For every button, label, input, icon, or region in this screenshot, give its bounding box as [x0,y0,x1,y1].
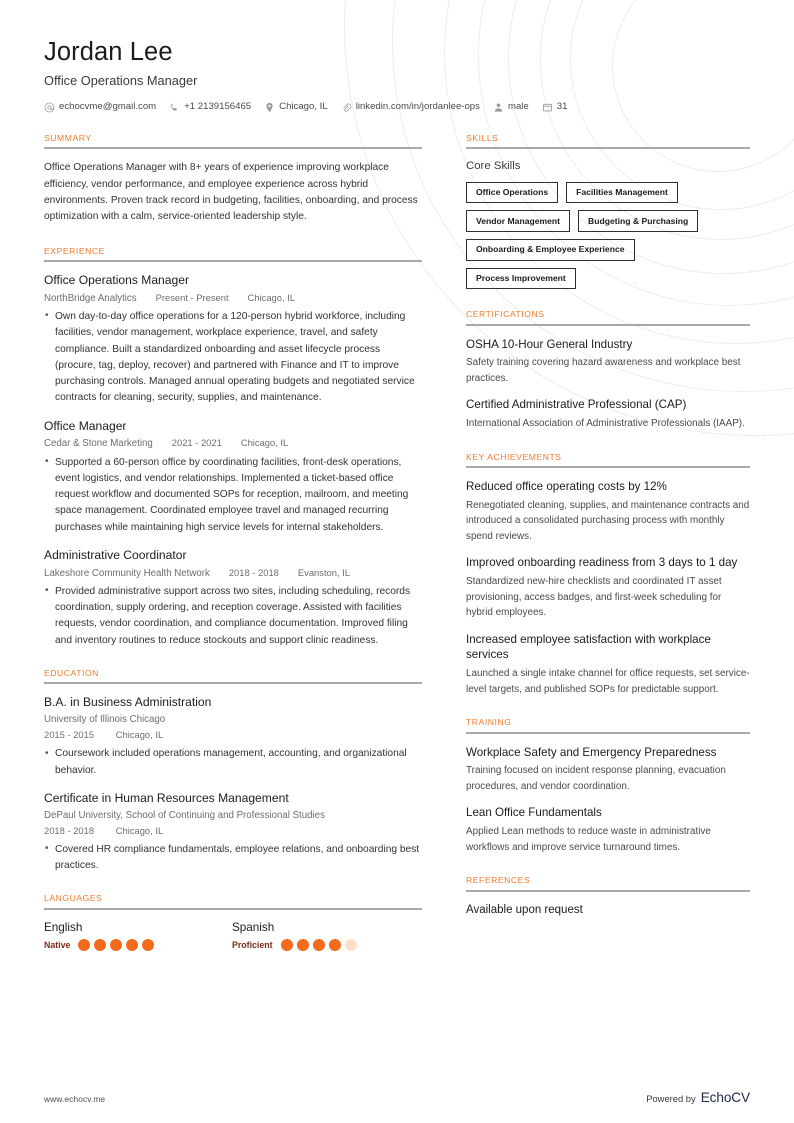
skills-group-label: Core Skills [466,160,521,173]
list-item: • Provided administrative support across two sites, including scheduling, records coordination, supply ordering, and reception coverage. Assisted with facilities requests, vendor coordination, and compliance documentation. Improved filing and inventory routines to reduce stockouts and support clinic readiness. [44,584,422,649]
rating-dot [110,939,122,951]
contact-age-label: 31 [556,101,568,113]
section-rule [466,890,750,892]
rating-dot [313,939,325,951]
experience-entry [44,548,422,649]
education-location: Chicago, IL [115,824,164,836]
experience-role: Office Manager [44,418,127,433]
language-level: Proficient [232,939,273,950]
contact-age [542,102,568,113]
left-column [44,134,422,952]
calendar-icon [542,102,553,113]
section-title-education: EDUCATION [44,667,99,678]
section-rule [466,732,750,734]
contact-phone[interactable] [169,102,251,113]
language-name: Spanish [232,920,275,934]
section-certifications [466,310,750,431]
contact-location-label: Chicago, IL [279,101,328,113]
experience-dates: 2021 - 2021 [171,437,222,449]
languages-list [44,921,422,952]
certification-entry [466,337,750,387]
rating-dot [329,939,341,951]
achievement-entry [466,479,750,544]
education-location: Chicago, IL [115,729,164,741]
experience-org: Cedar & Stone Marketing [44,438,153,450]
experience-org: NorthBridge Analytics [44,292,137,304]
training-desc: Applied Lean methods to reduce waste in administrative workflows and improve service turnaround times. [466,826,711,853]
list-item: • Own day-to-day office operations for a 120-person hybrid workforce, including facilities, vendor management, workplace experience, travel, and safety compliance. Built a standardized onboarding and asset lifecycle process (procure, tag, deploy, recover) and partnered with Finance and IT to improve purchasing controls. Managed annual operating budgets and negotiated service contracts for cleaning, security, supplies, and maintenance. [44,309,422,407]
experience-role: Office Operations Manager [44,273,189,288]
skill-pill: Office Operations [466,182,558,204]
certification-name: OSHA 10-Hour General Industry [466,337,633,351]
footer-brand-logo: EchoCV [700,1090,750,1105]
section-rule [44,147,422,149]
page-footer [44,1090,750,1105]
experience-role: Administrative Coordinator [44,548,187,563]
certification-entry [466,397,750,431]
list-item: • Coursework included operations management, accounting, and organizational behavior. [44,746,422,779]
footer-powered-by: Powered by [646,1093,696,1104]
training-desc: Training focused on incident response planning, evacuation procedures, and vendor coordination. [466,765,726,792]
education-meta [44,809,422,839]
section-rule [466,466,750,468]
rating-dot [142,939,154,951]
references-text: Available upon request [466,903,583,916]
section-title-references: REFERENCES [466,875,531,886]
experience-meta [44,291,422,306]
right-column [466,134,750,919]
skills-pill-list [466,182,750,289]
resume-header [44,38,750,113]
candidate-name: Jordan Lee [44,38,173,66]
education-degree: B.A. in Business Administration [44,695,212,710]
section-languages [44,894,422,951]
section-training [466,718,750,855]
language-item [44,921,232,952]
rating-dot [126,939,138,951]
education-dates: 2015 - 2015 [44,729,95,741]
language-rating-dots [78,939,154,951]
rating-dot [78,939,90,951]
skill-pill: Process Improvement [466,268,576,290]
education-bullets [44,746,422,779]
section-rule [466,147,750,149]
section-title-certifications: CERTIFICATIONS [466,309,545,320]
contact-linkedin-label: linkedin.com/in/jordanlee-ops [355,101,480,113]
achievement-entry [466,555,750,620]
list-item: • Supported a 60-person office by coordinating facilities, front-desk operations, event logistics, and vendor relationships. Implemented a ticket-based office request workflow and documented SOPs for reception, mailroom, and meeting space management. Coordinated employee travel and managed recurring purchases while maintaining high service levels for internal stakeholders. [44,455,422,536]
experience-dates: 2018 - 2018 [228,566,279,578]
training-entry [466,745,750,795]
education-school: DePaul University, School of Continuing and Professional Studies [44,809,325,821]
achievement-name: Increased employee satisfaction with workplace services [466,632,711,662]
achievement-name: Reduced office operating costs by 12% [466,480,667,494]
language-rating-dots [281,939,357,951]
rating-dot [94,939,106,951]
training-entry [466,805,750,855]
experience-meta [44,436,422,451]
education-dates: 2018 - 2018 [44,824,95,836]
language-name: English [44,920,83,934]
language-item [232,921,420,952]
rating-dot [297,939,309,951]
skill-pill: Vendor Management [466,210,570,232]
certification-name: Certified Administrative Professional (CAP) [466,398,687,412]
experience-dates: Present - Present [155,291,229,303]
contact-gender-label: male [507,101,529,113]
experience-org: Lakeshore Community Health Network [44,567,210,579]
contact-email-label: echocvme@gmail.com [59,101,157,113]
person-icon [493,102,504,113]
achievement-desc: Standardized new-hire checklists and coordinated IT asset provisioning, access badges, and first-week scheduling for hybrid employees. [466,576,722,619]
certification-desc: International Association of Administrative Professionals (IAAP). [466,418,745,429]
education-bullets [44,842,422,875]
contact-email[interactable] [44,102,156,113]
section-title-training: TRAINING [466,717,512,728]
language-rating-row [232,939,420,951]
training-name: Workplace Safety and Emergency Preparedness [466,745,717,759]
experience-bullets [44,584,422,649]
rating-dot [281,939,293,951]
section-title-skills: SKILLS [466,132,499,143]
section-rule [44,260,422,262]
footer-url[interactable]: www.echocv.me [44,1094,106,1104]
skill-pill: Budgeting & Purchasing [578,210,698,232]
contact-gender [493,102,529,113]
list-item: • Covered HR compliance fundamentals, employee relations, and onboarding best practices. [44,842,422,875]
skill-pill: Onboarding & Employee Experience [466,239,635,261]
experience-bullets [44,309,422,407]
contact-phone-label: +1 2139156465 [184,101,252,113]
rating-dot-empty [345,939,357,951]
summary-text: Office Operations Manager with 8+ years of experience improving workplace efficiency, vendor performance, and employee experience across hybrid environments. Proven track record in budgeting, facilities, onboarding, and process optimization with a calm, service-oriented leadership style. [44,162,418,223]
section-skills [466,134,750,290]
experience-location: Chicago, IL [240,437,289,449]
section-rule [466,324,750,326]
section-rule [44,682,422,684]
training-name: Lean Office Fundamentals [466,806,602,820]
section-title-experience: EXPERIENCE [44,245,105,256]
experience-entry [44,273,422,407]
email-icon [44,102,55,113]
section-references [466,876,750,918]
experience-meta [44,566,422,581]
candidate-role: Office Operations Manager [44,73,198,89]
link-icon [341,102,352,113]
skill-pill: Facilities Management [566,182,678,204]
achievement-name: Improved onboarding readiness from 3 days to 1 day [466,556,738,570]
education-school: University of Illinois Chicago [44,714,166,726]
section-summary [44,134,422,226]
location-icon [264,102,275,113]
language-rating-row [44,939,232,951]
language-level: Native [44,939,71,950]
section-rule [44,908,422,910]
section-title-summary: SUMMARY [44,132,92,143]
experience-bullets [44,455,422,536]
experience-entry [44,419,422,536]
experience-location: Chicago, IL [247,291,296,303]
education-meta [44,713,422,743]
contact-location [264,102,328,113]
education-entry [44,695,422,778]
phone-icon [169,102,180,113]
contact-linkedin[interactable] [341,102,480,113]
section-title-achievements: KEY ACHIEVEMENTS [466,451,562,462]
footer-branding [646,1090,750,1105]
section-education [44,669,422,874]
education-degree: Certificate in Human Resources Management [44,790,289,805]
contact-row [44,102,750,113]
section-title-languages: LANGUAGES [44,893,103,904]
achievement-desc: Launched a single intake channel for office requests, set service-level targets, and published SOPs for predictable support. [466,667,750,695]
section-achievements [466,453,750,698]
achievement-entry [466,632,750,697]
experience-location: Evanston, IL [297,566,351,578]
columns [44,134,750,952]
section-experience [44,247,422,649]
achievement-desc: Renegotiated cleaning, supplies, and maintenance contracts and introduced a consolidated purchasing process with monthly spend reviews. [466,499,750,542]
education-entry [44,791,422,874]
certification-desc: Safety training covering hazard awareness and workplace best practices. [466,357,741,384]
